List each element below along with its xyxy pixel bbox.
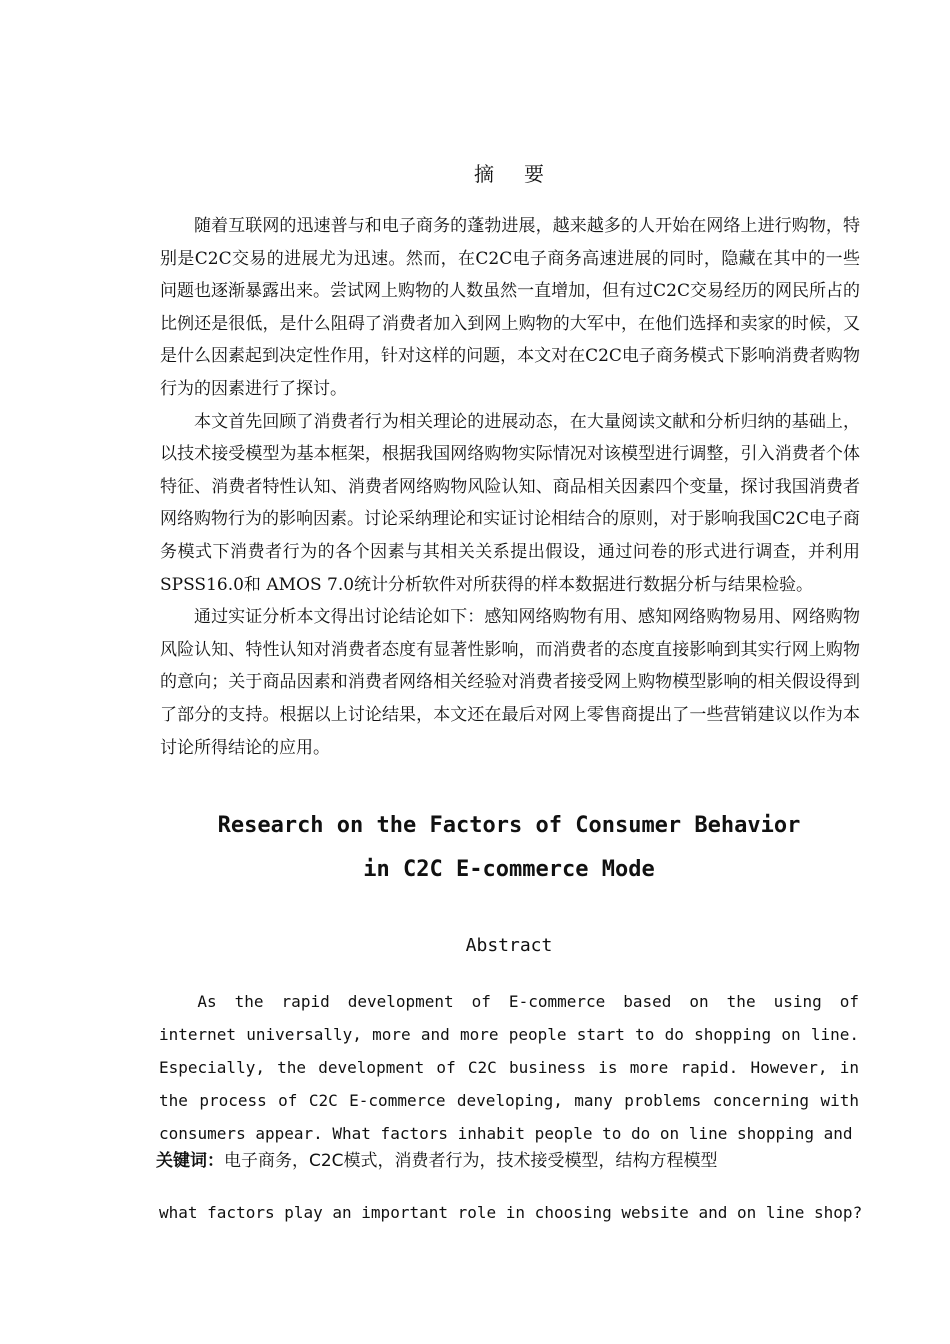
cn-paragraph-2: 本文首先回顾了消费者行为相关理论的进展动态，在大量阅读文献和分析归纳的基础上，以技术接受模型为基本框架，根据我国网络购物实际情况对该模型进行调整，引入消费者个体特征、消费者特性认知、消费者网络购物风险认知、商品相关因素四个变量，探讨我国消费者网络购物行为的影响因素。讨论采纳理论和实证讨论相结合的原则，对于影响我国C2C电子商务模式下消费者行为的各个因素与其相关关系提出假设，通过问卷的形式进行调查，并利用SPSS16.0和 AMOS 7.0统计分析软件对所获得的样本数据进行数据分析与结果检验。: [160, 411, 860, 595]
en-abstract-body: [159, 985, 859, 1150]
en-abstract-tail: what factors play an important role in choosing website and on line shop?: [159, 1203, 863, 1222]
en-paragraph: As the rapid development of E-commerce based on the using of internet universally, more and more people start to do shopping on line. Especially, the development of C2C business is more rapid. However, in the process of C2C E-commerce developing, many problems concerning with consumers appear. What factors inhabit people to do on line shopping and: [159, 992, 859, 1143]
en-title: [0, 804, 950, 892]
cn-abstract-body: [160, 210, 860, 764]
cn-paragraph-1: 随着互联网的迅速普与和电子商务的蓬勃进展，越来越多的人开始在网络上进行购物，特别是C2C交易的进展尤为迅速。然而，在C2C电子商务高速进展的同时，隐藏在其中的一些问题也逐渐暴露出来。尝试网上购物的人数虽然一直增加，但有过C2C交易经历的网民所占的比例还是很低，是什么阻碍了消费者加入到网上购物的大军中，在他们选择和卖家的时候，又是什么因素起到决定性作用，针对这样的问题，本文对在C2C电子商务模式下影响消费者购物行为的因素进行了探讨。: [160, 216, 860, 399]
en-abstract-heading: Abstract: [465, 935, 553, 956]
cn-abstract-heading: 摘要: [474, 162, 574, 186]
en-title-line-1: Research on the Factors of Consumer Behavior: [217, 813, 801, 838]
en-title-line-2: in C2C E-commerce Mode: [363, 857, 655, 882]
keywords-value: 电子商务，C2C模式，消费者行为，技术接受模型，结构方程模型: [224, 1151, 718, 1171]
keywords-label: 关键词：: [156, 1151, 224, 1171]
cn-paragraph-3: 通过实证分析本文得出讨论结论如下：感知网络购物有用、感知网络购物易用、网络购物风险认知、特性认知对消费者态度有显著性影响，而消费者的态度直接影响到其实行网上购物的意向；关于商品因素和消费者网络相关经验对消费者接受网上购物模型影响的相关假设得到了部分的支持。根据以上讨论结果，本文还在最后对网上零售商提出了一些营销建议以作为本讨论所得结论的应用。: [160, 607, 860, 758]
keywords-line: [156, 1146, 718, 1171]
